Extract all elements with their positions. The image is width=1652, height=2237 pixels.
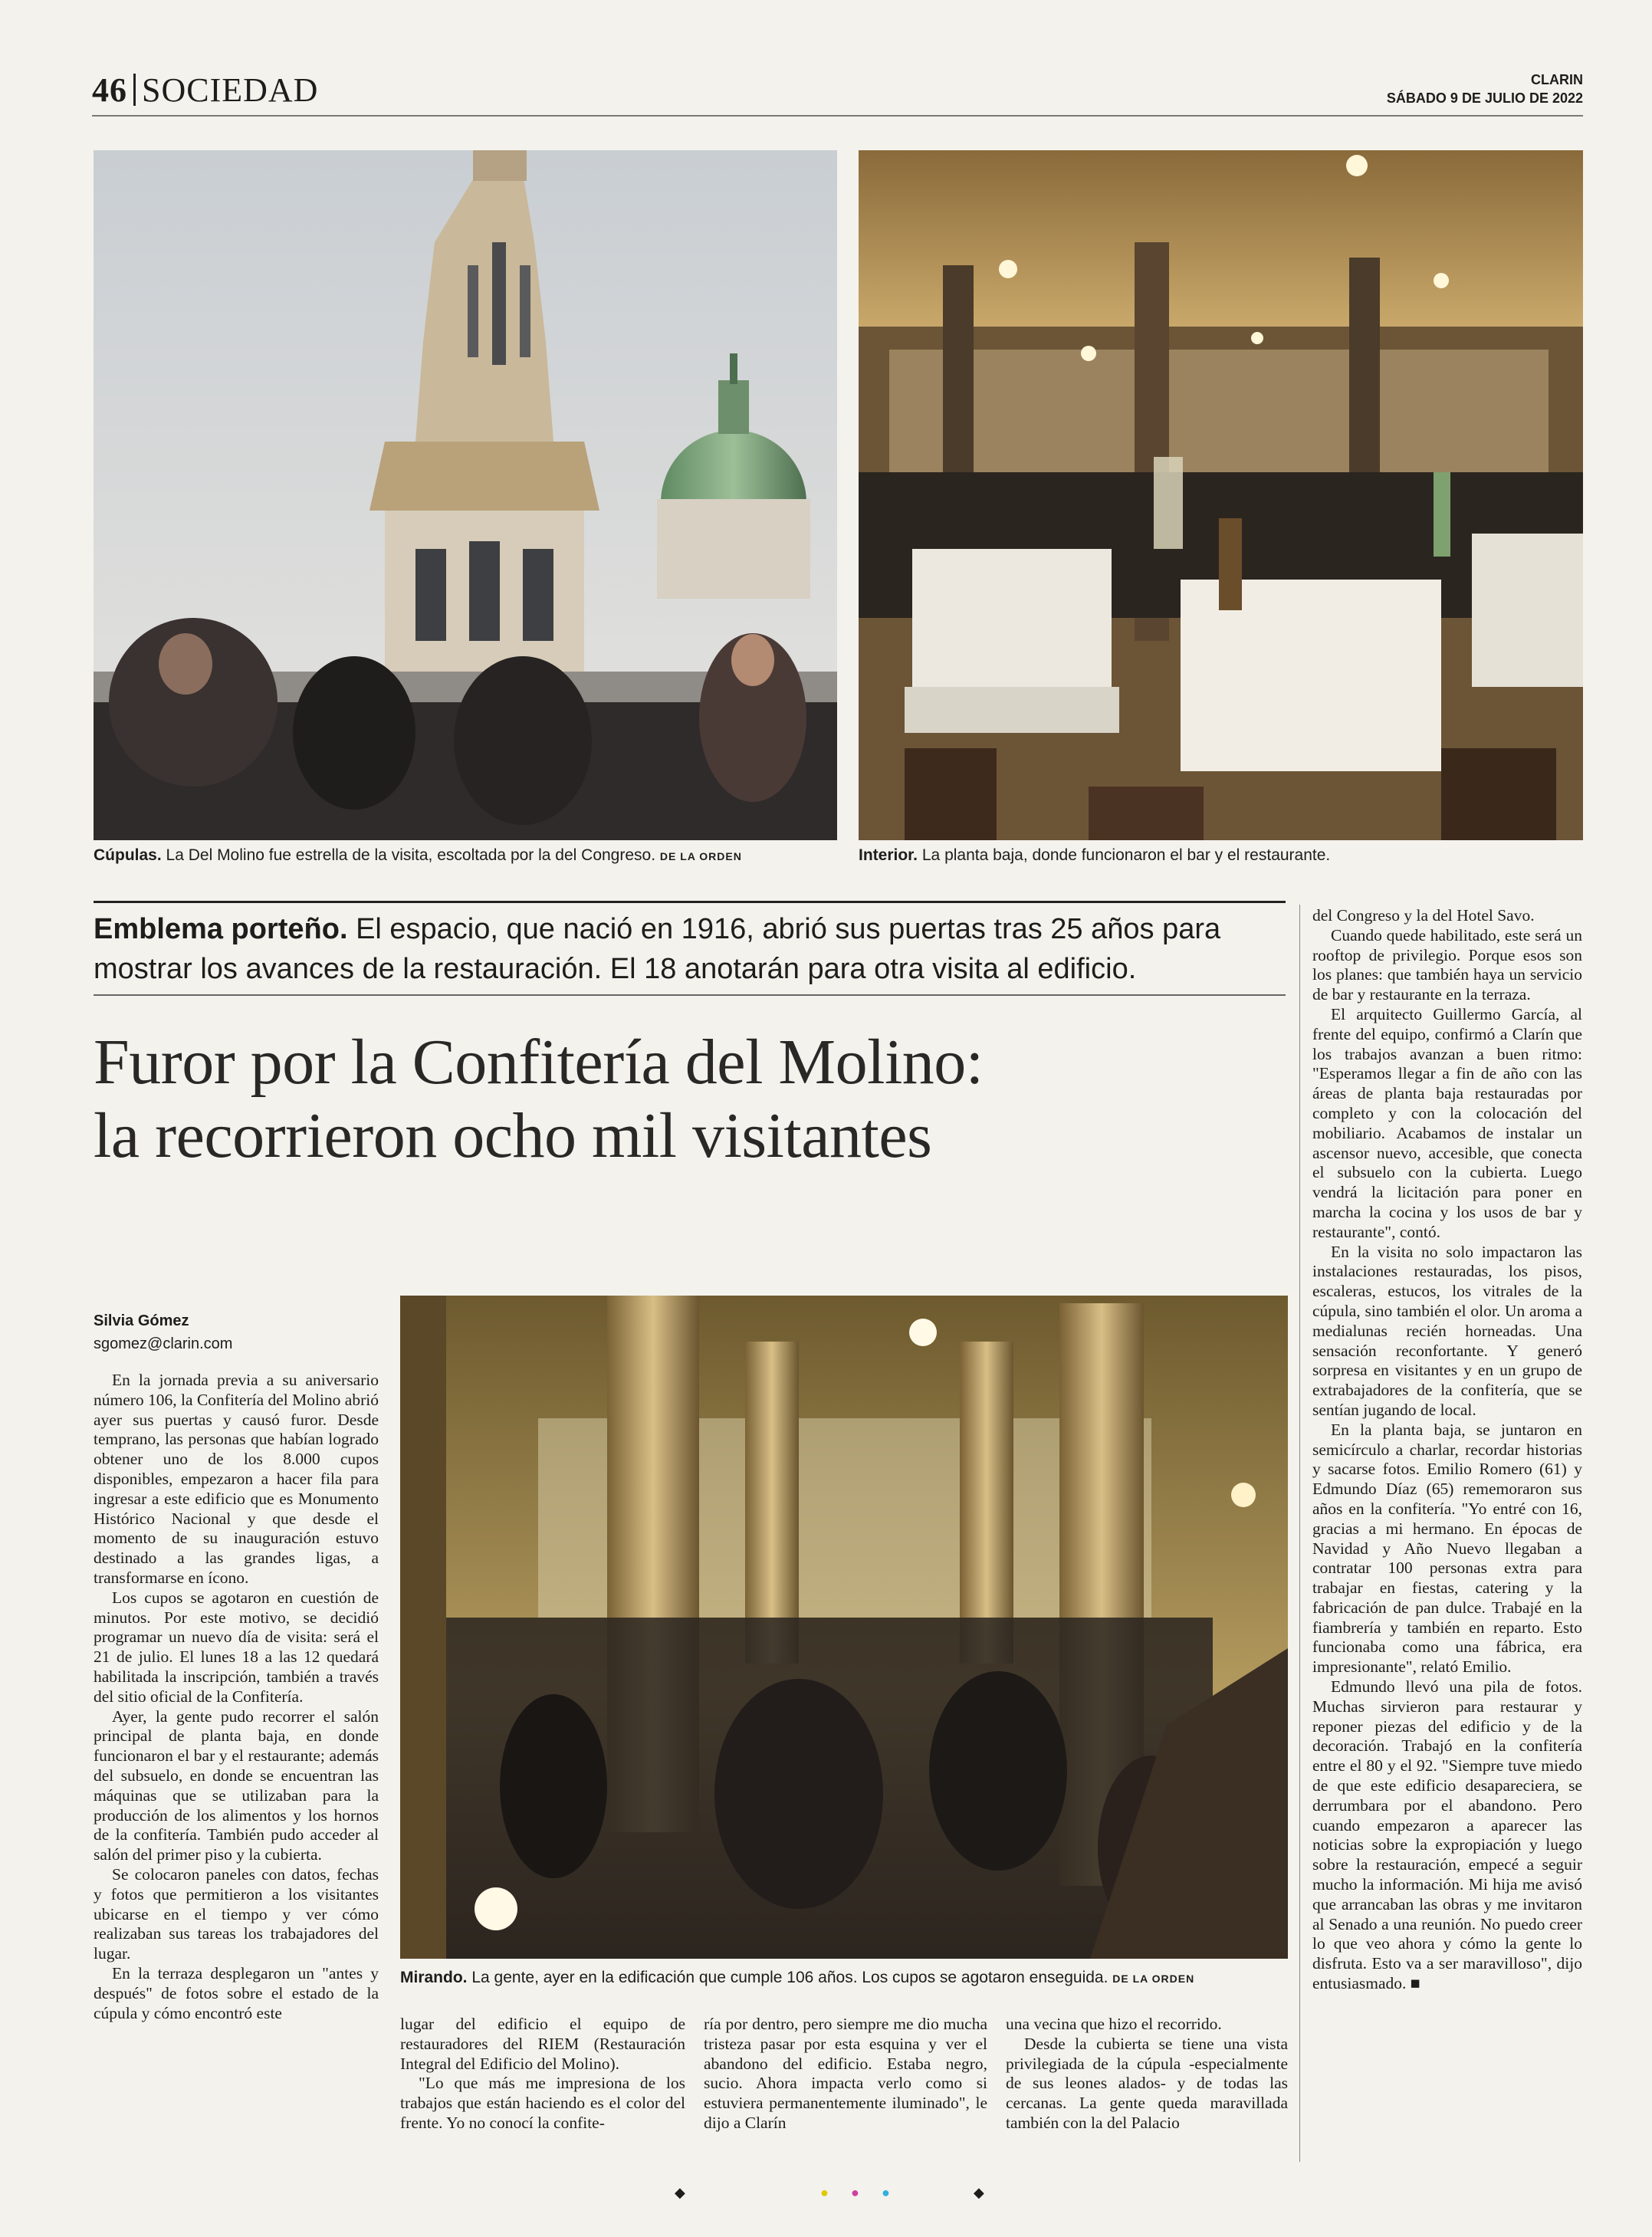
- print-mark: ●: [820, 2185, 829, 2200]
- caption-lead: Cúpulas.: [94, 846, 162, 864]
- print-mark: ◆: [675, 2185, 685, 2200]
- paragraph: En la jornada previa a su aniversario número 106, la Confitería del Molino abrió ayer sus puertas y causó furor. Desde temprano, las personas que habían logrado obtener uno de los 8.000 cupos disponibles, empezaron a hacer fila para ingresar a este edificio que es Monumento Histórico Nacional y que desde el momento de su inauguración estuvo destinado a las grandes ligas, a transformarse en ícono.: [94, 1371, 379, 1587]
- paragraph: En la terraza desplegaron un "antes y después" de fotos sobre el estado de la cúpula y cómo encontró este: [94, 1963, 379, 2022]
- headline-line-1: Furor por la Confitería del Molino:: [94, 1027, 984, 1098]
- paragraph: Los cupos se agotaron en cuestión de minutos. Por este motivo, se decidió programar un nuevo día de visita: será el 21 de julio. El lunes 18 a las 12 quedará habilitada la inscripción, también a través del sitio oficial de la Confitería.: [94, 1588, 379, 1706]
- paragraph: El arquitecto Guillermo García, al frente del equipo, confirmó a Clarín que los trabajos avanzan a buen ritmo: "Esperamos llegar a fin de año con las áreas de planta baja restauradas por completo y con la colocación del mobiliario. Acabamos de instalar un ascensor nuevo, accesible, que conecta el subsuelo con la cubierta. Luego vendrá la licitación para poner en marcha la cocina y los usos de bar y restaurante", contó.: [1312, 1004, 1582, 1241]
- page-folio: [92, 71, 318, 110]
- paragraph: Edmundo llevó una pila de fotos. Muchas sirvieron para restaurar y reponer piezas del edificio y de la decoración. Trabajó en la confitería entre el 80 y el 92. "Siempre tuve miedo de que este edificio desapareciera, se derrumbara por el abandono. Pero cuando empezaron a aparecer las noticias sobre la expropiación y luego sobre la restauración, empecé a seguir mucho la información. Mi hija me avisó que arrancaban las obras y me invitaron al Senado a una reunión. No puedo creer lo que veo ahora y cómo la gente lo disfruta. Esto va a ser maravilloso", dijo entusiasmado. ■: [1312, 1677, 1582, 1993]
- caption-lead: Interior.: [859, 846, 918, 864]
- headline: [94, 1026, 1289, 1173]
- paragraph: Ayer, la gente pudo recorrer el salón principal de planta baja, en donde funcionaron el bar y el restaurante; además del subsuelo, en donde se encuentran las máquinas que se utilizaban para la producción de los alimentos y los hornos de la confitería. También pudo acceder al salón del primer piso y la cubierta.: [94, 1706, 379, 1864]
- column-rule: [1299, 905, 1300, 2162]
- caption-text: La planta baja, donde funcionaron el bar y el restaurante.: [921, 846, 1331, 864]
- paragraph: una vecina que hizo el recorrido.: [1006, 2015, 1222, 2033]
- caption-crowd-hall: [400, 1967, 1297, 1989]
- deck: [94, 909, 1274, 989]
- caption-lead: Mirando.: [400, 1969, 468, 1986]
- paragraph: En la visita no solo impactaron las instalaciones restauradas, los pisos, escaleras, estucos, los vitrales de la cúpula, sino también el olor. Un aroma a medialunas recién horneadas. Una sensación reconfortante. Y generó sorpresa en visitantes y en un grupo de extrabajadores de la confitería, que se sentían jugando de local.: [1312, 1242, 1582, 1419]
- deck-bottom-rule: [94, 994, 1286, 996]
- paragraph: lugar del edificio el equipo de restauradores del RIEM (Restauración Integral del Edificio del Molino).: [400, 2015, 685, 2073]
- folio-divider: [133, 74, 136, 106]
- photo-crowd-hall: [400, 1296, 1288, 1959]
- header-rule: [92, 115, 1583, 117]
- photo-domes: [94, 150, 837, 840]
- paragraph: Cuando quede habilitado, este será un rooftop de privilegio. Porque esos son los planes: que también haya un servicio de bar y restaurante en la terraza.: [1312, 925, 1582, 1004]
- caption-domes: [94, 845, 845, 867]
- paragraph: "Lo que más me impresiona de los trabajos que están haciendo es el color del frente. Yo no conocí la confite-: [400, 2074, 685, 2132]
- masthead: [1387, 71, 1583, 107]
- author-name: Silvia Gómez: [94, 1312, 189, 1329]
- issue-date: SÁBADO 9 DE JULIO DE 2022: [1386, 90, 1583, 106]
- photo-credit: DE LA ORDEN: [659, 850, 742, 862]
- byline: [94, 1309, 232, 1355]
- article-column-1: [94, 1371, 379, 2023]
- newspaper-name: CLARIN: [1531, 72, 1583, 87]
- paragraph: Se colocaron paneles con datos, fechas y fotos que permitieron a los visitantes ubicarse en el tiempo y ver cómo realizaban sus tareas los trabajadores del lugar.: [94, 1864, 379, 1963]
- deck-lead: Emblema porteño.: [94, 913, 348, 945]
- print-mark: ●: [882, 2185, 890, 2200]
- author-email[interactable]: sgomez@clarin.com: [94, 1335, 233, 1352]
- paragraph: del Congreso y la del Hotel Savo.: [1312, 906, 1535, 925]
- article-column-2: [400, 2015, 685, 2134]
- article-column-3: [704, 2015, 987, 2134]
- headline-line-2: la recorrieron ocho mil visitantes: [94, 1100, 932, 1171]
- print-mark: ●: [851, 2185, 859, 2200]
- paragraph: En la planta baja, se juntaron en semicírculo a charlar, recordar historias y sacarse fotos. Emilio Romero (61) y Edmundo Díaz (65) rememoraron sus años en la confitería. "Yo entré con 16, gracias a mi hermano. En épocas de Navidad y Año Nuevo llegaban a contratar 100 personas extra para trabajar en fiestas, catering y la fabricación de pan dulce. Trabajé en la fiambrería y también en reparto. Esto funcionaba como una fábrica, era impresionante", relató Emilio.: [1312, 1420, 1582, 1677]
- caption-interior: [859, 845, 1583, 866]
- article-column-4: [1006, 2015, 1288, 2134]
- photo-interior: [859, 150, 1583, 840]
- paragraph: ría por dentro, pero siempre me dio mucha tristeza pasar por esta esquina y ver el abandono del edificio. Estaba negro, sucio. Ahora impacta verlo como si estuviera permanentemente iluminado", le dijo a Clarín: [704, 2015, 987, 2132]
- paragraph: Desde la cubierta se tiene una vista privilegiada de la cúpula -especialmente de sus leones alados- y de todas las cercanas. La gente queda maravillada también con la del Palacio: [1006, 2034, 1288, 2132]
- deck-text: El espacio, que nació en 1916, abrió sus puertas tras 25 años para mostrar los avances de la restauración. El 18 anotarán para otra visita al edificio.: [94, 913, 1221, 985]
- section-name: SOCIEDAD: [142, 71, 319, 109]
- page-number: 46: [92, 71, 127, 109]
- caption-text: La gente, ayer en la edificación que cumple 106 años. Los cupos se agotaron enseguida.: [471, 1969, 1108, 1986]
- deck-top-rule: [94, 901, 1286, 903]
- caption-text: La Del Molino fue estrella de la visita, escoltada por la del Congreso.: [166, 846, 656, 864]
- print-mark: ◆: [974, 2185, 984, 2200]
- article-column-5: [1312, 906, 1582, 1994]
- photo-credit: DE LA ORDEN: [1112, 1973, 1195, 1985]
